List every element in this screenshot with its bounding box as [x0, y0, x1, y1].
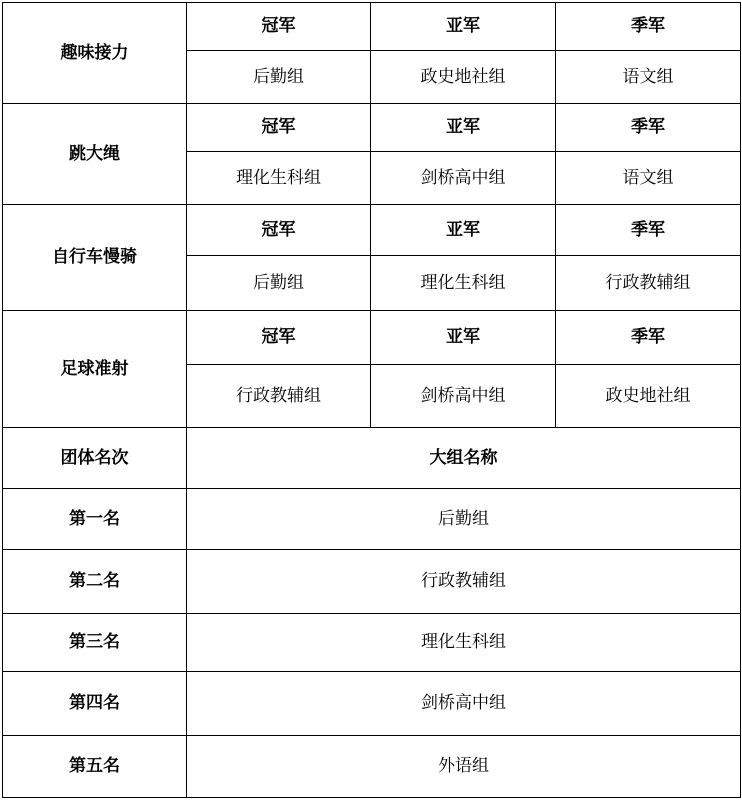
group-name-header: 大组名称: [187, 428, 741, 489]
ranked-group-name: 理化生科组: [187, 614, 741, 672]
ranked-group-name: 剑桥高中组: [187, 672, 741, 736]
champion-header: 冠军: [187, 104, 371, 152]
rank-label: 第二名: [3, 550, 187, 614]
runner-up-header: 亚军: [371, 3, 556, 51]
event-1-header-row: [3, 3, 741, 51]
third-header: 季军: [556, 311, 741, 365]
ranking-row-4: [3, 672, 741, 736]
event-3-runner-up: 理化生科组: [371, 256, 556, 311]
ranked-group-name: 外语组: [187, 736, 741, 798]
event-3-champion: 后勤组: [187, 256, 371, 311]
event-4-champion: 行政教辅组: [187, 365, 371, 428]
event-3-header-row: [3, 205, 741, 256]
event-2-champion: 理化生科组: [187, 152, 371, 205]
runner-up-header: 亚军: [371, 311, 556, 365]
event-1-champion: 后勤组: [187, 51, 371, 104]
third-header: 季军: [556, 205, 741, 256]
event-4-name: 足球准射: [3, 311, 187, 428]
ranked-group-name: 后勤组: [187, 489, 741, 550]
event-2-third: 语文组: [556, 152, 741, 205]
rank-label: 第一名: [3, 489, 187, 550]
ranked-group-name: 行政教辅组: [187, 550, 741, 614]
ranking-row-5: [3, 736, 741, 798]
event-1-runner-up: 政史地社组: [371, 51, 556, 104]
event-3-third: 行政教辅组: [556, 256, 741, 311]
third-header: 季军: [556, 3, 741, 51]
runner-up-header: 亚军: [371, 205, 556, 256]
champion-header: 冠军: [187, 311, 371, 365]
rank-label: 第五名: [3, 736, 187, 798]
event-3-name: 自行车慢骑: [3, 205, 187, 311]
event-1-name: 趣味接力: [3, 3, 187, 104]
champion-header: 冠军: [187, 3, 371, 51]
rank-header: 团体名次: [3, 428, 187, 489]
event-4-header-row: [3, 311, 741, 365]
event-2-header-row: [3, 104, 741, 152]
rank-label: 第三名: [3, 614, 187, 672]
champion-header: 冠军: [187, 205, 371, 256]
ranking-row-3: [3, 614, 741, 672]
event-2-name: 跳大绳: [3, 104, 187, 205]
event-2-runner-up: 剑桥高中组: [371, 152, 556, 205]
third-header: 季军: [556, 104, 741, 152]
team-ranking-header-row: [3, 428, 741, 489]
rank-label: 第四名: [3, 672, 187, 736]
ranking-row-2: [3, 550, 741, 614]
competition-results-table: [2, 2, 741, 798]
event-4-runner-up: 剑桥高中组: [371, 365, 556, 428]
event-1-third: 语文组: [556, 51, 741, 104]
event-4-third: 政史地社组: [556, 365, 741, 428]
ranking-row-1: [3, 489, 741, 550]
runner-up-header: 亚军: [371, 104, 556, 152]
